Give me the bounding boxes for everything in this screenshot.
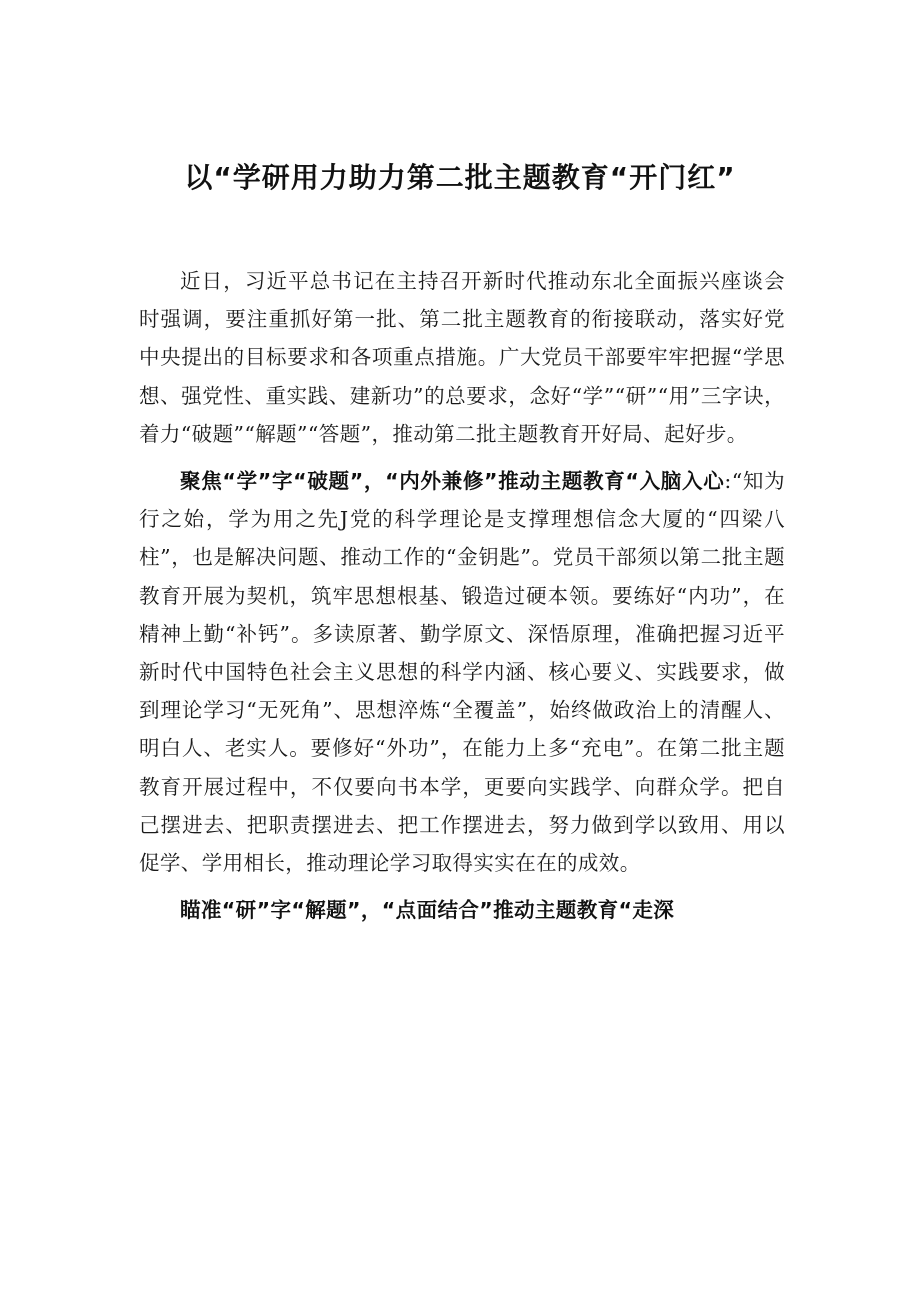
section-heading-study: 聚焦“学”字“破题”，“内外兼修”推动主题教育“入脑入心 <box>180 469 725 494</box>
paragraph-gap <box>139 453 785 462</box>
paragraph-text: :“知为行之始，学为用之先J党的科学理论是支撑理想信念大厦的“四梁八柱”，也是解决问题、推动工作的“金钥匙”。党员干部须以第二批主题教育开展为契机，筑牢思想根基、锻造过硬本领。要练好“内功”，在精神上勤“补钙”。多读原著、勤学原文、深悟原理，准确把握习近平新时代中国特色社会主义思想的科学内涵、核心要义、实践要求，做到理论学习“无死角”、思想淬炼“全覆盖”，始终做政治上的清醒人、明白人、老实人。要修好“外功”，在能力上多“充电”。在第二批主题教育开展过程中，不仅要向书本学，更要向实践学、向群众学。把自己摆进去、把职责摆进去、把工作摆进去，努力做到学以致用、用以促学、学用相长，推动理论学习取得实实在在的成效。 <box>139 469 785 876</box>
paragraph-text: 近日，习近平总书记在主持召开新时代推动东北全面振兴座谈会时强调，要注重抓好第一批、第二批主题教育的衔接联动，落实好党中央提出的目标要求和各项重点措施。广大党员干部要牢牢把握“学思想、强党性、重实践、建新功”的总要求，念好“学”“研”“用”三字诀，着力“破题”“解题”“答题”，推动第二批主题教育开好局、起好步。 <box>139 269 785 446</box>
document-title: 以“学研用力助力第二批主题教育“开门红” <box>184 161 736 194</box>
paragraph-gap <box>139 882 785 891</box>
document-body <box>139 262 785 929</box>
paragraph-study <box>139 462 785 882</box>
section-heading-research: 瞄准“研”字“解题”，“点面结合”推动主题教育“走深 <box>180 898 675 923</box>
paragraph-research <box>139 891 785 929</box>
paragraph-intro <box>139 262 785 453</box>
